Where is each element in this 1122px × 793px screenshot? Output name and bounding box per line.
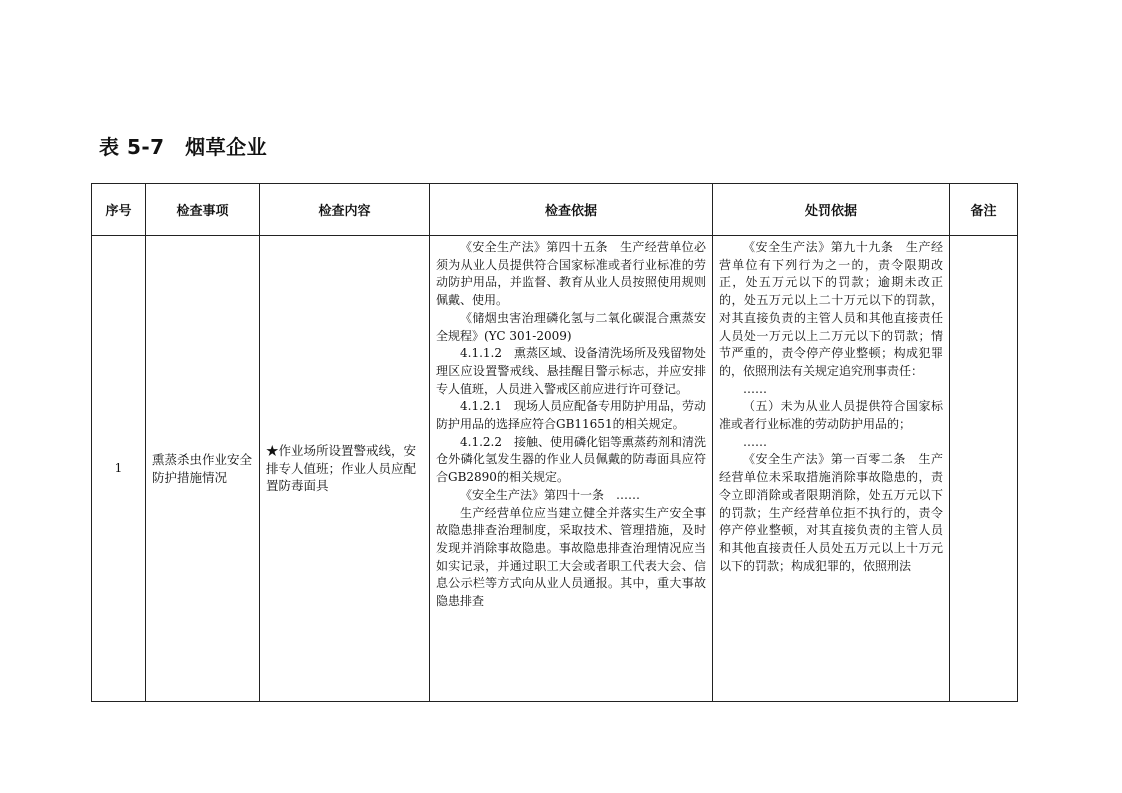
basis-paragraph: 4.1.1.2 熏蒸区域、设备清洗场所及残留物处理区应设置警戒线、悬挂醒目警示标志，并应安排专人值班，人员进入警戒区前应进行许可登记。 [436, 346, 706, 396]
row-remark [950, 236, 1018, 702]
penalty-paragraph: 《安全生产法》第九十九条 生产经营单位有下列行为之一的，责令限期改正，处五万元以下的罚款；逾期未改正的，处五万元以上二十万元以下的罚款，对其直接负责的主管人员和其他直接责任人员处一万元以上二万元以下的罚款；情节严重的，责令停产停业整顿；构成犯罪的，依照刑法有关规定追究刑事责任： [719, 240, 943, 378]
penalty-paragraph: …… [743, 381, 767, 396]
basis-paragraph: 《安全生产法》第四十五条 生产经营单位必须为从业人员提供符合国家标准或者行业标准的劳动防护用品，并监督、教育从业人员按照使用规则佩戴、使用。 [436, 240, 706, 308]
row-seq: 1 [92, 236, 146, 702]
table-row [92, 236, 1018, 702]
basis-paragraph: 生产经营单位应当建立健全并落实生产安全事故隐患排查治理制度，采取技术、管理措施，及时发现并消除事故隐患。事故隐患排查治理情况应当如实记录，并通过职工大会或者职工代表大会、信息公示栏等方式向从业人员通报。其中，重大事故隐患排查 [436, 505, 706, 609]
header-remark: 备注 [950, 184, 1018, 236]
row-inspection-content: ★作业场所设置警戒线，安排专人值班；作业人员应配置防毒面具 [260, 236, 430, 702]
penalty-paragraph: 《安全生产法》第一百零二条 生产经营单位未采取措施消除事故隐患的，责令立即消除或者限期消除，处五万元以下的罚款；生产经营单位拒不执行的，责令停产停业整顿，对其直接负责的主管人员和其他直接责任人员处五万元以上十万元以下的罚款；构成犯罪的，依照刑法 [719, 452, 943, 573]
header-penalty: 处罚依据 [713, 184, 950, 236]
row-basis-cell [430, 236, 713, 702]
penalty-paragraph: …… [743, 434, 767, 449]
table-title: 表 5-7 烟草企业 [99, 135, 268, 159]
basis-paragraph: 《储烟虫害治理磷化氢与二氧化碳混合熏蒸安全规程》(YC 301-2009) [436, 310, 706, 343]
basis-paragraph: 4.1.2.2 接触、使用磷化铝等熏蒸药剂和清洗仓外磷化氢发生器的作业人员佩戴的防毒面具应符合GB2890的相关规定。 [436, 434, 706, 485]
header-seq: 序号 [92, 184, 146, 236]
header-item: 检查事项 [146, 184, 260, 236]
row-inspection-item: 熏蒸杀虫作业安全防护措施情况 [146, 236, 260, 702]
inspection-table [91, 183, 1018, 702]
basis-paragraph: 《安全生产法》第四十一条 …… [460, 487, 641, 502]
row-penalty-cell [713, 236, 950, 702]
table-header-row [92, 184, 1018, 236]
header-basis: 检查依据 [430, 184, 713, 236]
basis-paragraph: 4.1.2.1 现场人员应配备专用防护用品，劳动防护用品的选择应符合GB11651的相关规定。 [436, 399, 706, 432]
penalty-paragraph: （五）未为从业人员提供符合国家标准或者行业标准的劳动防护用品的； [719, 399, 943, 432]
header-content: 检查内容 [260, 184, 430, 236]
